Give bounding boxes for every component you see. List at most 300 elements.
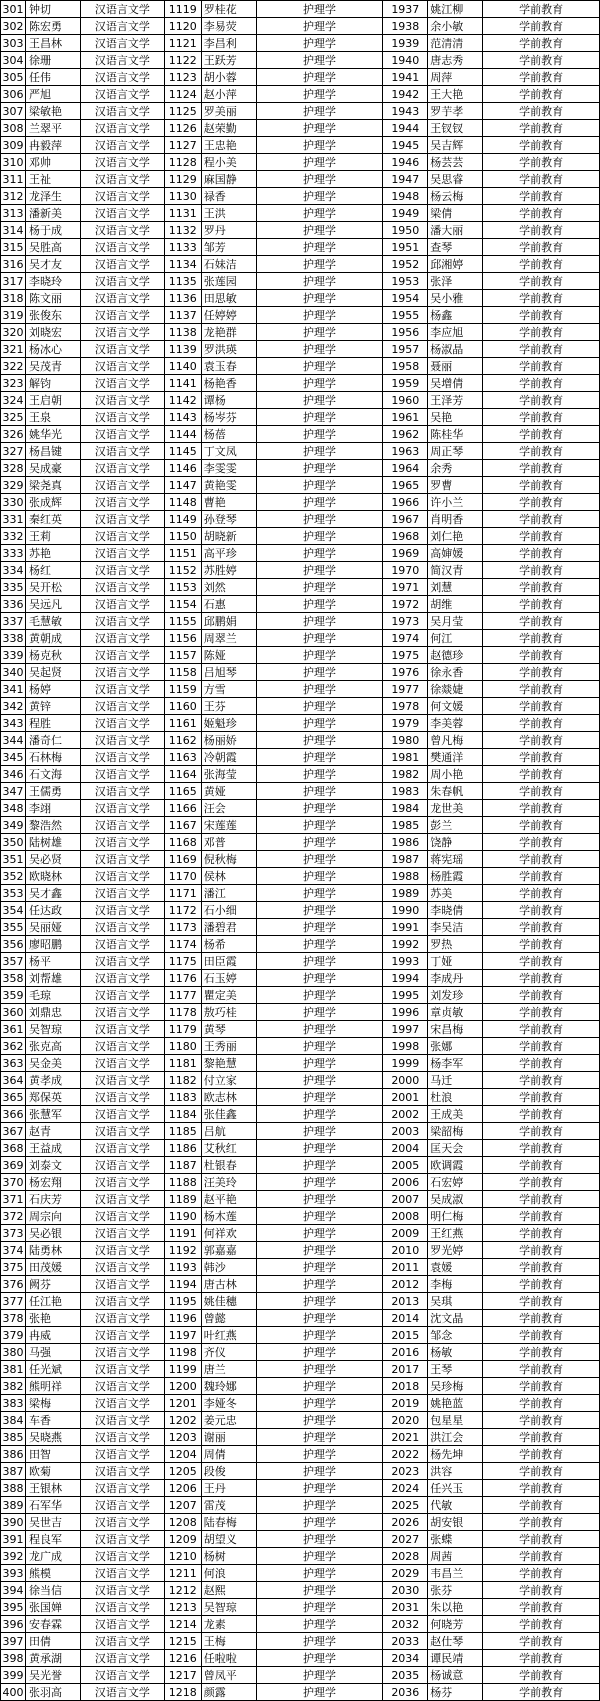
major-cell: 汉语言文学: [80, 35, 164, 52]
major-cell: 护理学: [256, 460, 383, 477]
major-cell: 汉语言文学: [80, 69, 164, 86]
student-name-cell: 吴成淑: [428, 1191, 483, 1208]
serial-number-cell: 376: [2, 1277, 24, 1291]
student-name-cell: 杨敏: [428, 1344, 483, 1361]
serial-number-cell: 1151: [164, 545, 201, 562]
serial-number-cell: 2031: [383, 1599, 428, 1616]
major-cell: 汉语言文学: [80, 545, 164, 562]
student-name-cell: 杨树: [201, 1548, 256, 1565]
major-cell: 汉语言文学: [80, 1514, 164, 1531]
student-name-cell: 杨于成: [25, 222, 80, 239]
table-row: [1, 698, 600, 715]
serial-number-cell: 357: [2, 954, 24, 968]
student-name-cell: 苏艳: [25, 545, 80, 562]
student-name-cell: 王忠艳: [201, 137, 256, 154]
serial-number-cell: 304: [2, 53, 24, 67]
serial-number-cell: 336: [2, 597, 24, 611]
serial-number-cell: 368: [2, 1141, 24, 1155]
table-row: [1, 647, 600, 664]
student-name-cell: 张克高: [25, 1038, 80, 1055]
serial-number-cell: 311: [2, 172, 24, 186]
student-name-cell: 杨丽娇: [201, 732, 256, 749]
student-name-cell: 孙登琴: [201, 511, 256, 528]
serial-number-cell: 1140: [164, 358, 201, 375]
serial-number-cell: 1971: [383, 579, 428, 596]
serial-number-cell: 1157: [164, 647, 201, 664]
student-name-cell: 邹念: [428, 1327, 483, 1344]
table-row: [1, 86, 600, 103]
student-name-cell: 朱以艳: [428, 1599, 483, 1616]
student-name-cell: 龙泽生: [25, 188, 80, 205]
table-row: [1, 307, 600, 324]
student-name-cell: 解钧: [25, 375, 80, 392]
major-cell: 学前教育: [483, 698, 600, 715]
student-name-cell: 苏胜婷: [201, 562, 256, 579]
major-cell: 学前教育: [483, 426, 600, 443]
major-cell: 学前教育: [483, 1344, 600, 1361]
student-name-cell: 刘帮雄: [25, 970, 80, 987]
serial-number-cell: 378: [2, 1311, 24, 1325]
major-cell: 护理学: [256, 273, 383, 290]
student-name-cell: 田倩: [25, 1633, 80, 1650]
serial-number-cell: 1990: [383, 902, 428, 919]
student-name-cell: 石庆芳: [25, 1191, 80, 1208]
major-cell: 护理学: [256, 1463, 383, 1480]
student-name-cell: 冉威: [25, 1327, 80, 1344]
student-name-cell: 欧晓林: [25, 868, 80, 885]
major-cell: 护理学: [256, 1038, 383, 1055]
student-name-cell: 王益成: [25, 1140, 80, 1157]
major-cell: 护理学: [256, 1072, 383, 1089]
major-cell: 学前教育: [483, 1548, 600, 1565]
student-name-cell: 马迁: [428, 1072, 483, 1089]
serial-number-cell: 1217: [164, 1667, 201, 1684]
major-cell: 学前教育: [483, 1, 600, 18]
student-name-cell: 何浪: [201, 1565, 256, 1582]
student-name-cell: 吴胜高: [25, 239, 80, 256]
major-cell: 学前教育: [483, 409, 600, 426]
table-row: [1, 1395, 600, 1412]
serial-number-cell: 1163: [164, 749, 201, 766]
serial-number-cell: 350: [2, 835, 24, 849]
serial-number-cell: 1981: [383, 749, 428, 766]
major-cell: 护理学: [256, 1106, 383, 1123]
major-cell: 学前教育: [483, 154, 600, 171]
table-row: [1, 1276, 600, 1293]
serial-number-cell: 396: [2, 1617, 24, 1631]
student-name-cell: 谭杨: [201, 392, 256, 409]
serial-number-cell: 400: [2, 1685, 24, 1699]
table-row: [1, 1089, 600, 1106]
serial-number-cell: 2001: [383, 1089, 428, 1106]
serial-number-cell: 1198: [164, 1344, 201, 1361]
serial-number-cell: 1187: [164, 1157, 201, 1174]
major-cell: 学前教育: [483, 1208, 600, 1225]
student-name-cell: 杨先坤: [428, 1446, 483, 1463]
student-name-cell: 王红燕: [428, 1225, 483, 1242]
serial-number-cell: 1149: [164, 511, 201, 528]
serial-number-cell: 1991: [383, 919, 428, 936]
serial-number-cell: 1939: [383, 35, 428, 52]
major-cell: 学前教育: [483, 1310, 600, 1327]
major-cell: 护理学: [256, 1514, 383, 1531]
major-cell: 汉语言文学: [80, 749, 164, 766]
student-name-cell: 姚艳蓝: [428, 1395, 483, 1412]
serial-number-cell: 380: [2, 1345, 24, 1359]
serial-number-cell: 1166: [164, 800, 201, 817]
major-cell: 汉语言文学: [80, 494, 164, 511]
major-cell: 护理学: [256, 1429, 383, 1446]
serial-number-cell: 1134: [164, 256, 201, 273]
major-cell: 学前教育: [483, 1140, 600, 1157]
major-cell: 学前教育: [483, 18, 600, 35]
major-cell: 汉语言文学: [80, 783, 164, 800]
major-cell: 护理学: [256, 1191, 383, 1208]
serial-number-cell: 391: [2, 1532, 24, 1546]
major-cell: 学前教育: [483, 1633, 600, 1650]
table-row: [1, 69, 600, 86]
student-name-cell: 吴必银: [25, 1225, 80, 1242]
serial-number-cell: 329: [2, 478, 24, 492]
student-name-cell: 田思敏: [201, 290, 256, 307]
major-cell: 护理学: [256, 1650, 383, 1667]
table-row: [1, 256, 600, 273]
table-row: [1, 800, 600, 817]
serial-number-cell: 1213: [164, 1599, 201, 1616]
serial-number-cell: 1133: [164, 239, 201, 256]
student-name-cell: 赵德珍: [428, 647, 483, 664]
serial-number-cell: 1946: [383, 154, 428, 171]
major-cell: 学前教育: [483, 171, 600, 188]
major-cell: 汉语言文学: [80, 222, 164, 239]
major-cell: 学前教育: [483, 1412, 600, 1429]
serial-number-cell: 310: [2, 155, 24, 169]
serial-number-cell: 1982: [383, 766, 428, 783]
student-name-cell: 黄朝成: [25, 630, 80, 647]
serial-number-cell: 393: [2, 1566, 24, 1580]
major-cell: 护理学: [256, 1344, 383, 1361]
major-cell: 汉语言文学: [80, 1480, 164, 1497]
student-name-cell: 阙芬: [25, 1276, 80, 1293]
student-name-cell: 张艳: [25, 1310, 80, 1327]
serial-number-cell: 1980: [383, 732, 428, 749]
table-row: [1, 18, 600, 35]
student-name-cell: 唐古林: [201, 1276, 256, 1293]
serial-number-cell: 1119: [164, 1, 201, 18]
table-row: [1, 375, 600, 392]
serial-number-cell: 2010: [383, 1242, 428, 1259]
major-cell: 护理学: [256, 1395, 383, 1412]
major-cell: 学前教育: [483, 1514, 600, 1531]
major-cell: 汉语言文学: [80, 477, 164, 494]
table-row: [1, 1378, 600, 1395]
student-name-cell: 任光斌: [25, 1361, 80, 1378]
table-row: [1, 953, 600, 970]
major-cell: 护理学: [256, 324, 383, 341]
serial-number-cell: 1967: [383, 511, 428, 528]
student-name-cell: 张泽: [428, 273, 483, 290]
table-row: [1, 1412, 600, 1429]
student-name-cell: 包星星: [428, 1412, 483, 1429]
student-name-cell: 姚华光: [25, 426, 80, 443]
student-name-cell: 罗曹: [428, 477, 483, 494]
serial-number-cell: 1146: [164, 460, 201, 477]
table-row: [1, 851, 600, 868]
student-name-cell: 陈宏勇: [25, 18, 80, 35]
serial-number-cell: 2011: [383, 1259, 428, 1276]
table-row: [1, 919, 600, 936]
student-name-cell: 曾懿: [201, 1310, 256, 1327]
student-name-cell: 潘新美: [25, 205, 80, 222]
major-cell: 护理学: [256, 953, 383, 970]
major-cell: 学前教育: [483, 1004, 600, 1021]
student-name-cell: 潘大丽: [428, 222, 483, 239]
major-cell: 汉语言文学: [80, 851, 164, 868]
serial-number-cell: 343: [2, 716, 24, 730]
major-cell: 汉语言文学: [80, 800, 164, 817]
major-cell: 护理学: [256, 1276, 383, 1293]
student-name-cell: 梁尧真: [25, 477, 80, 494]
student-name-cell: 潘江: [201, 885, 256, 902]
serial-number-cell: 1176: [164, 970, 201, 987]
serial-number-cell: 312: [2, 189, 24, 203]
table-row: [1, 749, 600, 766]
major-cell: 护理学: [256, 103, 383, 120]
major-cell: 学前教育: [483, 443, 600, 460]
major-cell: 汉语言文学: [80, 715, 164, 732]
serial-number-cell: 355: [2, 920, 24, 934]
student-name-cell: 杨云梅: [428, 188, 483, 205]
serial-number-cell: 1168: [164, 834, 201, 851]
major-cell: 汉语言文学: [80, 1055, 164, 1072]
major-cell: 汉语言文学: [80, 1599, 164, 1616]
major-cell: 汉语言文学: [80, 1667, 164, 1684]
major-cell: 学前教育: [483, 1089, 600, 1106]
serial-number-cell: 1986: [383, 834, 428, 851]
major-cell: 学前教育: [483, 188, 600, 205]
serial-number-cell: 1131: [164, 205, 201, 222]
serial-number-cell: 1983: [383, 783, 428, 800]
major-cell: 护理学: [256, 358, 383, 375]
major-cell: 护理学: [256, 1412, 383, 1429]
student-name-cell: 王芬: [201, 698, 256, 715]
student-name-cell: 陆春梅: [201, 1514, 256, 1531]
student-name-cell: 赵荣勤: [201, 120, 256, 137]
major-cell: 汉语言文学: [80, 1021, 164, 1038]
student-name-cell: 欧菊: [25, 1463, 80, 1480]
serial-number-cell: 327: [2, 444, 24, 458]
serial-number-cell: 330: [2, 495, 24, 509]
major-cell: 护理学: [256, 783, 383, 800]
student-name-cell: 韩沙: [201, 1259, 256, 1276]
student-name-cell: 李晓倩: [428, 902, 483, 919]
student-name-cell: 吴世吉: [25, 1514, 80, 1531]
student-name-cell: 查琴: [428, 239, 483, 256]
major-cell: 护理学: [256, 528, 383, 545]
student-name-cell: 李梅: [428, 1276, 483, 1293]
major-cell: 汉语言文学: [80, 1072, 164, 1089]
serial-number-cell: 351: [2, 852, 24, 866]
student-name-cell: 张芬: [428, 1582, 483, 1599]
student-name-cell: 齐仪: [201, 1344, 256, 1361]
student-name-cell: 毛慧敏: [25, 613, 80, 630]
serial-number-cell: 2016: [383, 1344, 428, 1361]
student-name-cell: 刘晓宏: [25, 324, 80, 341]
student-name-cell: 杨昌键: [25, 443, 80, 460]
major-cell: 汉语言文学: [80, 341, 164, 358]
major-cell: 护理学: [256, 596, 383, 613]
serial-number-cell: 338: [2, 631, 24, 645]
student-name-cell: 段俊: [201, 1463, 256, 1480]
serial-number-cell: 320: [2, 325, 24, 339]
serial-number-cell: 1957: [383, 341, 428, 358]
table-row: [1, 1480, 600, 1497]
serial-number-cell: 1144: [164, 426, 201, 443]
student-name-cell: 侯林: [201, 868, 256, 885]
table-row: [1, 1191, 600, 1208]
student-name-cell: 黄孝成: [25, 1072, 80, 1089]
serial-number-cell: 319: [2, 308, 24, 322]
table-row: [1, 1599, 600, 1616]
major-cell: 学前教育: [483, 69, 600, 86]
table-row: [1, 443, 600, 460]
student-name-cell: 倪秋梅: [201, 851, 256, 868]
serial-number-cell: 309: [2, 138, 24, 152]
student-name-cell: 程小美: [201, 154, 256, 171]
serial-number-cell: 1992: [383, 936, 428, 953]
serial-number-cell: 1169: [164, 851, 201, 868]
serial-number-cell: 1186: [164, 1140, 201, 1157]
serial-number-cell: 307: [2, 104, 24, 118]
major-cell: 护理学: [256, 681, 383, 698]
student-name-cell: 石玉婷: [201, 970, 256, 987]
student-name-cell: 宋莲莲: [201, 817, 256, 834]
major-cell: 学前教育: [483, 1055, 600, 1072]
table-row: [1, 511, 600, 528]
student-name-cell: 颜露: [201, 1684, 256, 1701]
student-name-cell: 樊通洋: [428, 749, 483, 766]
table-row: [1, 1310, 600, 1327]
student-name-cell: 吴成豪: [25, 460, 80, 477]
major-cell: 学前教育: [483, 834, 600, 851]
major-cell: 汉语言文学: [80, 1616, 164, 1633]
student-name-cell: 吴才友: [25, 256, 80, 273]
table-row: [1, 1055, 600, 1072]
major-cell: 护理学: [256, 18, 383, 35]
serial-number-cell: 1197: [164, 1327, 201, 1344]
major-cell: 学前教育: [483, 222, 600, 239]
serial-number-cell: 1943: [383, 103, 428, 120]
serial-number-cell: 315: [2, 240, 24, 254]
major-cell: 护理学: [256, 613, 383, 630]
student-name-cell: 谭民靖: [428, 1650, 483, 1667]
serial-number-cell: 2012: [383, 1276, 428, 1293]
serial-number-cell: 387: [2, 1464, 24, 1478]
major-cell: 护理学: [256, 1259, 383, 1276]
table-row: [1, 1004, 600, 1021]
serial-number-cell: 1958: [383, 358, 428, 375]
table-row: [1, 1106, 600, 1123]
student-name-cell: 张海莹: [201, 766, 256, 783]
major-cell: 汉语言文学: [80, 902, 164, 919]
student-name-cell: 杨红: [25, 562, 80, 579]
major-cell: 护理学: [256, 35, 383, 52]
serial-number-cell: 389: [2, 1498, 24, 1512]
major-cell: 汉语言文学: [80, 1140, 164, 1157]
table-row: [1, 392, 600, 409]
major-cell: 汉语言文学: [80, 1565, 164, 1582]
serial-number-cell: 2000: [383, 1072, 428, 1089]
serial-number-cell: 365: [2, 1090, 24, 1104]
major-cell: 护理学: [256, 171, 383, 188]
serial-number-cell: 302: [2, 19, 24, 33]
serial-number-cell: 1972: [383, 596, 428, 613]
table-row: [1, 1446, 600, 1463]
major-cell: 汉语言文学: [80, 426, 164, 443]
student-name-cell: 程胜: [25, 715, 80, 732]
student-name-cell: 杨李军: [428, 1055, 483, 1072]
serial-number-cell: 1167: [164, 817, 201, 834]
major-cell: 学前教育: [483, 1361, 600, 1378]
student-name-cell: 张娜: [428, 1038, 483, 1055]
serial-number-cell: 353: [2, 886, 24, 900]
serial-number-cell: 303: [2, 36, 24, 50]
table-row: [1, 52, 600, 69]
major-cell: 汉语言文学: [80, 1327, 164, 1344]
student-name-cell: 陆树雄: [25, 834, 80, 851]
student-name-cell: 吴月莹: [428, 613, 483, 630]
table-row: [1, 205, 600, 222]
serial-number-cell: 2024: [383, 1480, 428, 1497]
table-row: [1, 970, 600, 987]
major-cell: 护理学: [256, 1684, 383, 1701]
student-name-cell: 杨婷: [25, 681, 80, 698]
serial-number-cell: 377: [2, 1294, 24, 1308]
serial-number-cell: 1160: [164, 698, 201, 715]
serial-number-cell: 1152: [164, 562, 201, 579]
major-cell: 学前教育: [483, 1667, 600, 1684]
major-cell: 汉语言文学: [80, 868, 164, 885]
major-cell: 汉语言文学: [80, 1633, 164, 1650]
serial-number-cell: 1181: [164, 1055, 201, 1072]
serial-number-cell: 1951: [383, 239, 428, 256]
serial-number-cell: 323: [2, 376, 24, 390]
student-name-cell: 洪容: [428, 1463, 483, 1480]
table-row: [1, 681, 600, 698]
serial-number-cell: 2033: [383, 1633, 428, 1650]
serial-number-cell: 372: [2, 1209, 24, 1223]
table-row: [1, 239, 600, 256]
major-cell: 学前教育: [483, 35, 600, 52]
serial-number-cell: 388: [2, 1481, 24, 1495]
student-name-cell: 吴必贤: [25, 851, 80, 868]
serial-number-cell: 1173: [164, 919, 201, 936]
serial-number-cell: 301: [2, 2, 24, 16]
student-name-cell: 任伟: [25, 69, 80, 86]
major-cell: 学前教育: [483, 52, 600, 69]
student-name-cell: 李昌利: [201, 35, 256, 52]
serial-number-cell: 2023: [383, 1463, 428, 1480]
serial-number-cell: 390: [2, 1515, 24, 1529]
serial-number-cell: 340: [2, 665, 24, 679]
table-row: [1, 1174, 600, 1191]
student-name-cell: 代敏: [428, 1497, 483, 1514]
serial-number-cell: 321: [2, 342, 24, 356]
student-name-cell: 曾凤平: [201, 1667, 256, 1684]
serial-number-cell: 1122: [164, 52, 201, 69]
serial-number-cell: 370: [2, 1175, 24, 1189]
serial-number-cell: 386: [2, 1447, 24, 1461]
